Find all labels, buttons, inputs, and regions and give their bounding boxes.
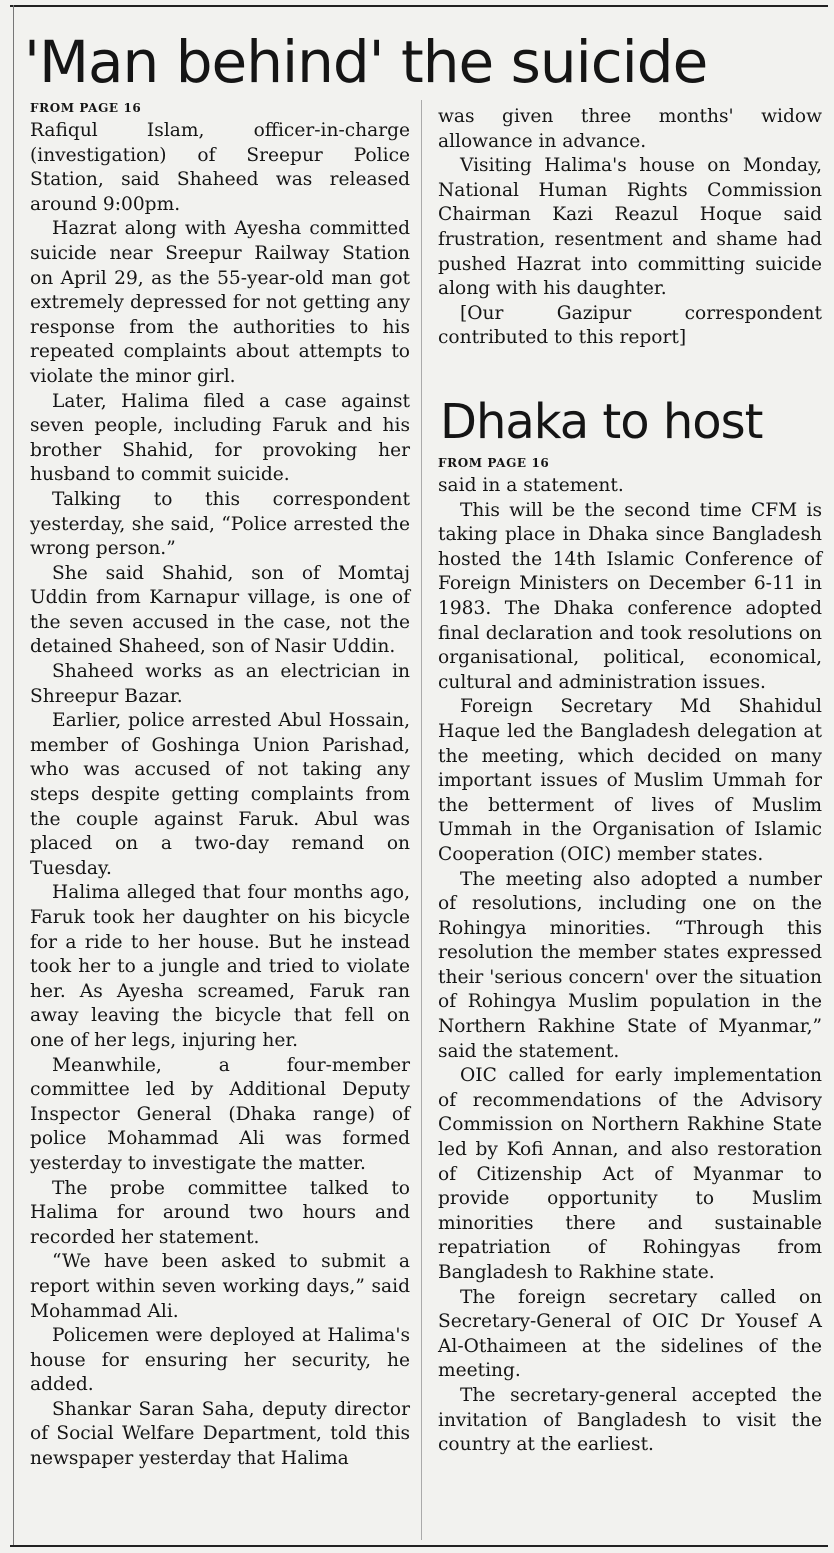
story1-paragraph: Rafiqul Islam, officer-in-charge (investigation) of Sreepur Police Station, said Shaheed was released around 9:00pm. xyxy=(30,120,410,215)
story2-paragraph: The secretary-general accepted the invitation of Bangladesh to visit the country at the earliest. xyxy=(438,1384,822,1456)
story1-paragraph: Talking to this correspondent yesterday, she said, “Police arrested the wrong person.” xyxy=(30,488,410,560)
story2-column xyxy=(438,455,822,1458)
story2-paragraph: OIC called for early implementation of recommendations of the Advisory Commission on Northern Rakhine State led by Kofi Annan, and also restoration of Citizenship Act of Myanmar to provide opportunity to Muslim minorities there and sustainable repatriation of Rohingyas from Bangladesh to Rakhine state. xyxy=(438,1065,822,1283)
story1-paragraph: Shaheed works as an electrician in Shreepur Bazar. xyxy=(30,661,410,707)
story2-headline: Dhaka to host xyxy=(440,394,763,450)
story2-paragraph: said in a statement. xyxy=(438,475,624,496)
top-rule xyxy=(10,5,828,7)
story1-paragraph: Visiting Halima's house on Monday, National Human Rights Commission Chairman Kazi Reazul Hoque said frustration, resentment and shame had pushed Hazrat into committing suicide along with his daughter. xyxy=(438,155,822,300)
story1-paragraph: Shankar Saran Saha, deputy director of Social Welfare Department, told this newspaper yesterday that Halima xyxy=(30,1398,410,1470)
column-divider xyxy=(421,100,422,1540)
story1-column-2 xyxy=(438,105,822,351)
story1-credit: [Our Gazipur correspondent contributed to this report] xyxy=(438,302,822,349)
story2-paragraph: Foreign Secretary Md Shahidul Haque led the Bangladesh delegation at the meeting, which decided on many important issues of Muslim Ummah for the betterment of lives of Muslim Ummah in the Organisation of Islamic Cooperation (OIC) member states. xyxy=(438,696,822,865)
story1-paragraph: Halima alleged that four months ago, Faruk took her daughter on his bicycle for a ride to her house. But he instead took her to a jungle and tried to violate her. As Ayesha screamed, Faruk ran away leaving the bicycle that fell on one of her legs, injuring her. xyxy=(30,882,410,1051)
story1-paragraph: Hazrat along with Ayesha committed suicide near Sreepur Railway Station on April 29, as the 55-year-old man got extremely depressed for not getting any response from the authorities to his repeated complaints about attempts to violate the minor girl. xyxy=(30,218,410,387)
story1-kicker: FROM PAGE 16 xyxy=(30,101,142,115)
story1-paragraph: Later, Halima filed a case against seven people, including Faruk and his brother Shahid, for provoking her husband to commit suicide. xyxy=(30,390,410,486)
story2-kicker: FROM PAGE 16 xyxy=(438,456,550,470)
left-rule xyxy=(13,5,14,1547)
story1-headline: 'Man behind' the suicide xyxy=(24,28,708,96)
story1-column-1 xyxy=(30,100,410,1472)
story2-paragraph: The meeting also adopted a number of resolutions, including one on the Rohingya minorities. “Through this resolution the member states expressed their 'serious concern' over the situation of Rohingya Muslim population in the Northern Rakhine State of Myanmar,” said the statement. xyxy=(438,868,822,1062)
story1-paragraph: was given three months' widow allowance in advance. xyxy=(438,106,822,152)
story1-paragraph: She said Shahid, son of Momtaj Uddin from Karnapur village, is one of the seven accused in the case, not the detained Shaheed, son of Nasir Uddin. xyxy=(30,562,410,658)
story1-paragraph: “We have been asked to submit a report within seven working days,” said Mohammad Ali. xyxy=(30,1251,410,1322)
story2-paragraph: The foreign secretary called on Secretary-General of OIC Dr Yousef A Al-Othaimeen at the sidelines of the meeting. xyxy=(438,1286,822,1382)
story1-paragraph: Meanwhile, a four-member committee led by Additional Deputy Inspector General (Dhaka range) of police Mohammad Ali was formed yesterday to investigate the matter. xyxy=(30,1054,410,1174)
story2-paragraph: This will be the second time CFM is taking place in Dhaka since Bangladesh hosted the 14th Islamic Conference of Foreign Ministers on December 6-11 in 1983. The Dhaka conference adopted final declaration and took resolutions on organisational, political, economical, cultural and administration issues. xyxy=(438,499,822,693)
story1-paragraph: The probe committee talked to Halima for around two hours and recorded her statement. xyxy=(30,1177,410,1248)
story1-paragraph: Policemen were deployed at Halima's house for ensuring her security, he added. xyxy=(30,1325,410,1396)
bottom-rule xyxy=(10,1545,828,1547)
story1-paragraph: Earlier, police arrested Abul Hossain, member of Goshinga Union Parishad, who was accused of not taking any steps despite getting complaints from the couple against Faruk. Abul was placed on a two-day remand on Tuesday. xyxy=(30,710,410,879)
